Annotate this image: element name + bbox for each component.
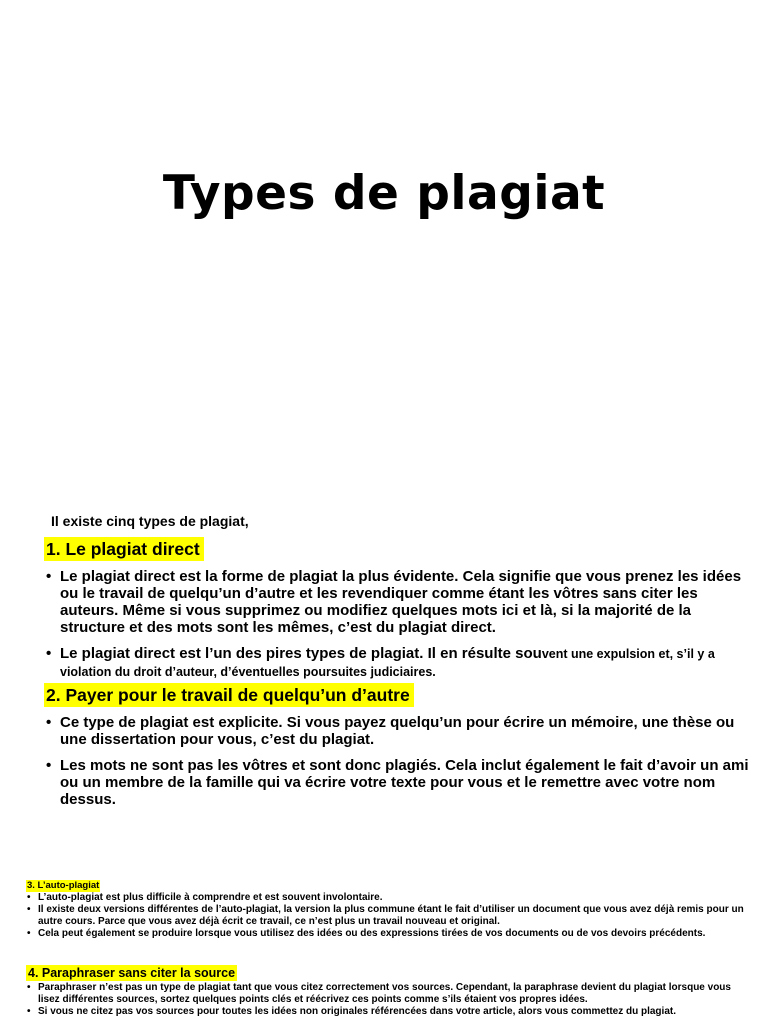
content-slide-1	[0, 480, 768, 840]
section-heading-paraphrasing: 4. Paraphraser sans citer la source	[28, 966, 236, 980]
bullet-item: • Cela peut également se produire lorsque vous utilisez des idées ou des expressions tirées de vos documents ou de vos devoirs précédents.	[26, 928, 746, 940]
intro-text: Il existe cinq types de plagiat,	[51, 513, 249, 529]
section-heading-paying: 2. Payer pour le travail de quelqu’un d’autre	[44, 683, 414, 707]
bullet-list-self-plagiarism	[26, 892, 746, 940]
bullet-item: • Ce type de plagiat est explicite. Si vous payez quelqu’un pour écrire un mémoire, une thèse ou une dissertation pour vous, c’est du plagiat.	[44, 714, 754, 748]
bullet-text-part: Le plagiat direct est l’un des pires types de plagiat. Il en résulte sou	[60, 645, 542, 662]
content-slide-2	[0, 840, 768, 1024]
bullet-item: • Les mots ne sont pas les vôtres et sont donc plagiés. Cela inclut également le fait d’avoir un ami ou un membre de la famille qui va écrire votre texte pour vous et le remettre avec votre nom dessus.	[44, 757, 754, 808]
bullet-item: • Paraphraser n’est pas un type de plagiat tant que vous citez correctement vos sources. Cependant, la paraphrase devient du plagiat lorsque vous lisez différentes sources, sortez quelques points clés et réécrivez ces points comme s’ils étaient vos propres idées.	[26, 982, 746, 1006]
bullet-item	[44, 645, 754, 681]
bullet-list-paraphrasing	[26, 982, 746, 1018]
section-heading-direct: 1. Le plagiat direct	[44, 537, 204, 561]
bullet-item: • Si vous ne citez pas vos sources pour toutes les idées non originales référencées dans votre article, alors vous commettez du plagiat.	[26, 1006, 746, 1018]
bullet-item: • L’auto-plagiat est plus difficile à comprendre et est souvent involontaire.	[26, 892, 746, 904]
bullet-text-part-small: vent une expulsion et, s’il y a violation du droit d’auteur, d’éventuelles poursuites judiciaires.	[60, 647, 715, 679]
slide-title: Types de plagiat	[162, 166, 606, 221]
bullet-item: • Il existe deux versions différentes de l’auto-plagiat, la version la plus commune étant le fait d’utiliser un document que vous avez déjà remis pour un autre cours. Parce que vous avez déjà écrit ce travail, ce n’est plus un travail nouveau et original.	[26, 904, 746, 928]
bullet-list-direct	[44, 568, 754, 681]
bullet-item: • Le plagiat direct est la forme de plagiat la plus évidente. Cela signifie que vous prenez les idées ou le travail de quelqu’un d’autre et les revendiquer comme étant les vôtres sans citer les auteurs. Même si vous supprimez ou modifiez quelques mots ici et là, si la majorité de la structure et des mots sont les mêmes, c’est du plagiat direct.	[44, 568, 754, 636]
bullet-list-paying	[44, 714, 754, 808]
section-heading-self-plagiarism: 3. L’auto-plagiat	[27, 880, 100, 891]
title-slide	[0, 0, 768, 480]
